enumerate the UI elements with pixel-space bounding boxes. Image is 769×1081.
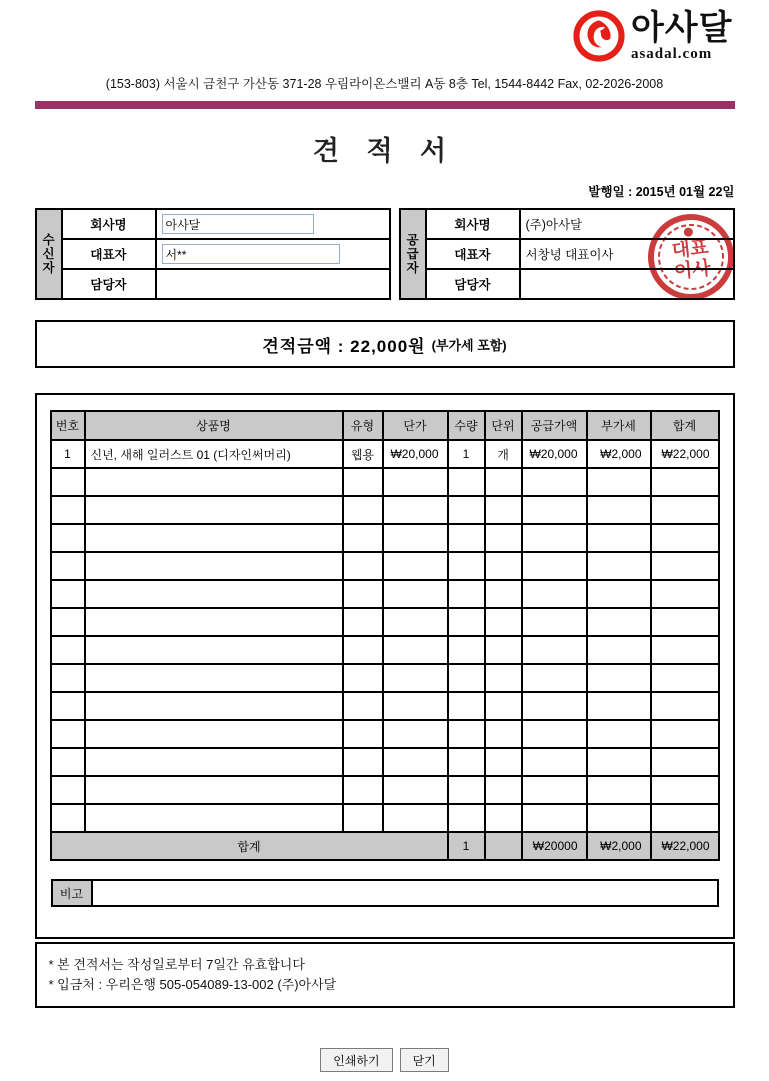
item-cell: ₩20,000	[383, 440, 448, 468]
item-cell	[51, 664, 85, 692]
table-row	[400, 239, 734, 269]
item-cell	[522, 524, 587, 552]
item-cell	[383, 468, 448, 496]
accent-divider-bar	[35, 101, 735, 109]
item-cell	[383, 720, 448, 748]
item-cell	[522, 468, 587, 496]
supplier-ceo-label: 대표자	[426, 239, 520, 269]
recipient-group-label: 수신자	[36, 209, 62, 299]
validity-note: * 본 견적서는 작성일로부터 7일간 유효합니다	[48, 957, 305, 972]
total-vat: ₩2,000	[587, 832, 651, 860]
item-cell	[522, 664, 587, 692]
item-cell	[587, 748, 651, 776]
item-cell	[343, 804, 383, 832]
recipient-ceo-input[interactable]	[162, 244, 340, 264]
item-cell	[522, 748, 587, 776]
remarks-table	[51, 879, 719, 907]
total-sum: ₩22,000	[651, 832, 719, 860]
supplier-manager-label: 담당자	[426, 269, 520, 299]
supplier-manager-value	[520, 269, 734, 299]
item-cell	[651, 720, 719, 748]
item-cell	[85, 580, 343, 608]
total-unit	[485, 832, 522, 860]
item-cell	[448, 804, 485, 832]
table-row	[51, 664, 719, 692]
item-cell	[485, 496, 522, 524]
item-cell	[51, 636, 85, 664]
total-row	[51, 832, 719, 860]
item-cell	[51, 524, 85, 552]
item-cell	[383, 776, 448, 804]
item-cell	[343, 524, 383, 552]
close-button[interactable]: 닫기	[400, 1048, 449, 1072]
logo-domain: asadal.com	[630, 46, 713, 62]
item-cell	[51, 468, 85, 496]
table-row	[400, 269, 734, 299]
table-row	[51, 720, 719, 748]
item-cell	[485, 636, 522, 664]
items-table	[50, 410, 720, 861]
table-row	[51, 748, 719, 776]
item-cell	[485, 468, 522, 496]
item-cell	[343, 608, 383, 636]
table-row	[51, 440, 719, 468]
item-cell	[522, 720, 587, 748]
asadal-phoenix-icon	[573, 10, 625, 62]
item-cell	[343, 720, 383, 748]
recipient-manager-cell	[156, 269, 390, 299]
item-cell	[85, 804, 343, 832]
table-row	[51, 411, 719, 440]
item-cell	[448, 692, 485, 720]
table-row	[51, 496, 719, 524]
item-cell	[651, 580, 719, 608]
recipient-table	[35, 208, 391, 300]
item-cell	[85, 692, 343, 720]
item-cell	[651, 692, 719, 720]
table-row	[52, 880, 718, 906]
item-cell	[651, 748, 719, 776]
asadal-logo	[573, 10, 733, 66]
item-cell	[651, 608, 719, 636]
footer-notes-box	[35, 942, 735, 1008]
quote-amount-box	[35, 320, 735, 368]
item-cell	[587, 552, 651, 580]
supplier-company-value: (주)아사달	[520, 209, 734, 239]
quote-amount-text: 견적금액 : 22,000원	[262, 336, 426, 356]
item-cell	[51, 804, 85, 832]
item-cell	[587, 692, 651, 720]
total-label: 합계	[51, 832, 448, 860]
item-cell	[85, 552, 343, 580]
item-cell	[448, 776, 485, 804]
item-cell	[343, 748, 383, 776]
item-cell	[485, 664, 522, 692]
item-cell	[651, 776, 719, 804]
item-cell	[343, 552, 383, 580]
item-cell	[51, 692, 85, 720]
issue-date: 발행일 : 2015년 01월 22일	[588, 185, 735, 199]
recipient-manager-label: 담당자	[62, 269, 156, 299]
item-cell	[651, 496, 719, 524]
table-row	[51, 776, 719, 804]
item-cell	[383, 580, 448, 608]
item-cell: 신년, 새해 일러스트 01 (디자인써머리)	[85, 440, 343, 468]
item-cell	[485, 524, 522, 552]
item-cell	[448, 748, 485, 776]
item-cell	[448, 580, 485, 608]
recipient-company-input[interactable]	[162, 214, 314, 234]
table-row	[51, 804, 719, 832]
items-table-footer	[51, 832, 719, 860]
supplier-ceo-value: 서창녕 대표이사	[520, 239, 734, 269]
remarks-label: 비고	[52, 880, 92, 906]
item-cell	[51, 748, 85, 776]
item-cell	[522, 636, 587, 664]
svg-text:대표: 대표	[670, 237, 710, 262]
logo-brand-name: 아사달	[630, 9, 733, 47]
item-cell	[85, 720, 343, 748]
item-cell	[343, 580, 383, 608]
item-cell	[383, 804, 448, 832]
item-cell	[587, 524, 651, 552]
item-cell	[85, 608, 343, 636]
item-cell	[485, 608, 522, 636]
col-header-vat: 부가세	[587, 411, 651, 440]
item-cell	[51, 608, 85, 636]
logo-text	[631, 10, 733, 63]
item-cell	[587, 608, 651, 636]
item-cell	[85, 664, 343, 692]
item-cell	[383, 748, 448, 776]
document-header	[35, 0, 735, 66]
item-cell: 웹용	[343, 440, 383, 468]
page-title: 견 적 서	[312, 136, 457, 166]
col-header-total: 합계	[651, 411, 719, 440]
table-row	[51, 692, 719, 720]
item-cell	[343, 496, 383, 524]
bank-account-note: * 입금처 : 우리은행 505-054089-13-002 (주)아사달	[48, 977, 337, 992]
item-cell	[485, 748, 522, 776]
table-row	[36, 209, 390, 239]
item-cell	[587, 580, 651, 608]
item-cell	[383, 692, 448, 720]
table-row	[400, 209, 734, 239]
item-cell	[485, 776, 522, 804]
item-cell	[51, 720, 85, 748]
col-header-number: 번호	[51, 411, 85, 440]
col-header-product: 상품명	[85, 411, 343, 440]
item-cell	[651, 804, 719, 832]
item-cell	[51, 580, 85, 608]
table-row	[51, 552, 719, 580]
remarks-value	[92, 880, 718, 906]
item-cell	[85, 636, 343, 664]
item-cell	[485, 720, 522, 748]
col-header-unit: 단위	[485, 411, 522, 440]
svg-text:이사: 이사	[672, 258, 712, 283]
supplier-company-label: 회사명	[426, 209, 520, 239]
item-cell	[343, 468, 383, 496]
item-cell	[51, 776, 85, 804]
item-cell	[651, 664, 719, 692]
item-cell	[587, 664, 651, 692]
item-cell	[587, 720, 651, 748]
item-cell	[448, 636, 485, 664]
item-cell	[85, 468, 343, 496]
action-buttons	[35, 1048, 735, 1072]
item-cell	[651, 636, 719, 664]
item-cell: 1	[51, 440, 85, 468]
item-cell	[343, 776, 383, 804]
total-qty: 1	[448, 832, 485, 860]
item-cell	[522, 776, 587, 804]
item-cell	[485, 804, 522, 832]
items-outer-box	[35, 393, 735, 939]
item-cell	[383, 524, 448, 552]
item-cell	[383, 608, 448, 636]
item-cell	[587, 468, 651, 496]
recipient-company-label: 회사명	[62, 209, 156, 239]
items-table-header	[51, 411, 719, 440]
item-cell	[587, 636, 651, 664]
item-cell: 개	[485, 440, 522, 468]
table-row	[51, 524, 719, 552]
item-cell	[651, 468, 719, 496]
item-cell	[522, 580, 587, 608]
item-cell	[343, 664, 383, 692]
item-cell	[448, 720, 485, 748]
item-cell	[522, 496, 587, 524]
item-cell	[448, 664, 485, 692]
item-cell	[522, 692, 587, 720]
item-cell	[383, 496, 448, 524]
recipient-company-cell	[156, 209, 390, 239]
item-cell	[448, 496, 485, 524]
item-cell: ₩2,000	[587, 440, 651, 468]
table-row	[36, 269, 390, 299]
item-cell	[383, 552, 448, 580]
company-address: (153-803) 서울시 금천구 가산동 371-28 우림라이온스밸리 A동 8층 Tel, 1544-8442 Fax, 02-2026-2008	[105, 77, 664, 91]
parties-section	[35, 208, 735, 300]
recipient-ceo-cell	[156, 239, 390, 269]
table-row	[51, 468, 719, 496]
item-cell	[587, 776, 651, 804]
item-cell	[85, 776, 343, 804]
item-cell: 1	[448, 440, 485, 468]
supplier-group-label: 공급자	[400, 209, 426, 299]
col-header-qty: 수량	[448, 411, 485, 440]
item-cell	[343, 636, 383, 664]
items-table-body	[51, 440, 719, 832]
table-row	[51, 580, 719, 608]
item-cell	[448, 468, 485, 496]
item-cell	[651, 552, 719, 580]
col-header-type: 유형	[343, 411, 383, 440]
quote-amount-vat-note: (부가세 포함)	[431, 337, 507, 353]
item-cell	[51, 552, 85, 580]
quotation-document	[35, 0, 735, 1072]
item-cell	[651, 524, 719, 552]
table-row	[51, 636, 719, 664]
item-cell	[85, 496, 343, 524]
item-cell	[485, 552, 522, 580]
item-cell	[448, 524, 485, 552]
total-supply: ₩20000	[522, 832, 587, 860]
item-cell	[522, 552, 587, 580]
item-cell	[522, 804, 587, 832]
table-row	[36, 239, 390, 269]
col-header-unit-price: 단가	[383, 411, 448, 440]
item-cell	[448, 552, 485, 580]
item-cell	[85, 524, 343, 552]
recipient-ceo-label: 대표자	[62, 239, 156, 269]
item-cell	[383, 636, 448, 664]
item-cell	[343, 692, 383, 720]
item-cell	[485, 692, 522, 720]
item-cell	[383, 664, 448, 692]
item-cell	[587, 804, 651, 832]
supplier-table	[399, 208, 735, 300]
table-row	[51, 608, 719, 636]
item-cell	[51, 496, 85, 524]
item-cell	[485, 580, 522, 608]
item-cell	[448, 608, 485, 636]
col-header-supply-amount: 공급가액	[522, 411, 587, 440]
item-cell	[522, 608, 587, 636]
item-cell	[85, 748, 343, 776]
item-cell	[587, 496, 651, 524]
item-cell: ₩20,000	[522, 440, 587, 468]
item-cell: ₩22,000	[651, 440, 719, 468]
print-button[interactable]: 인쇄하기	[320, 1048, 392, 1072]
